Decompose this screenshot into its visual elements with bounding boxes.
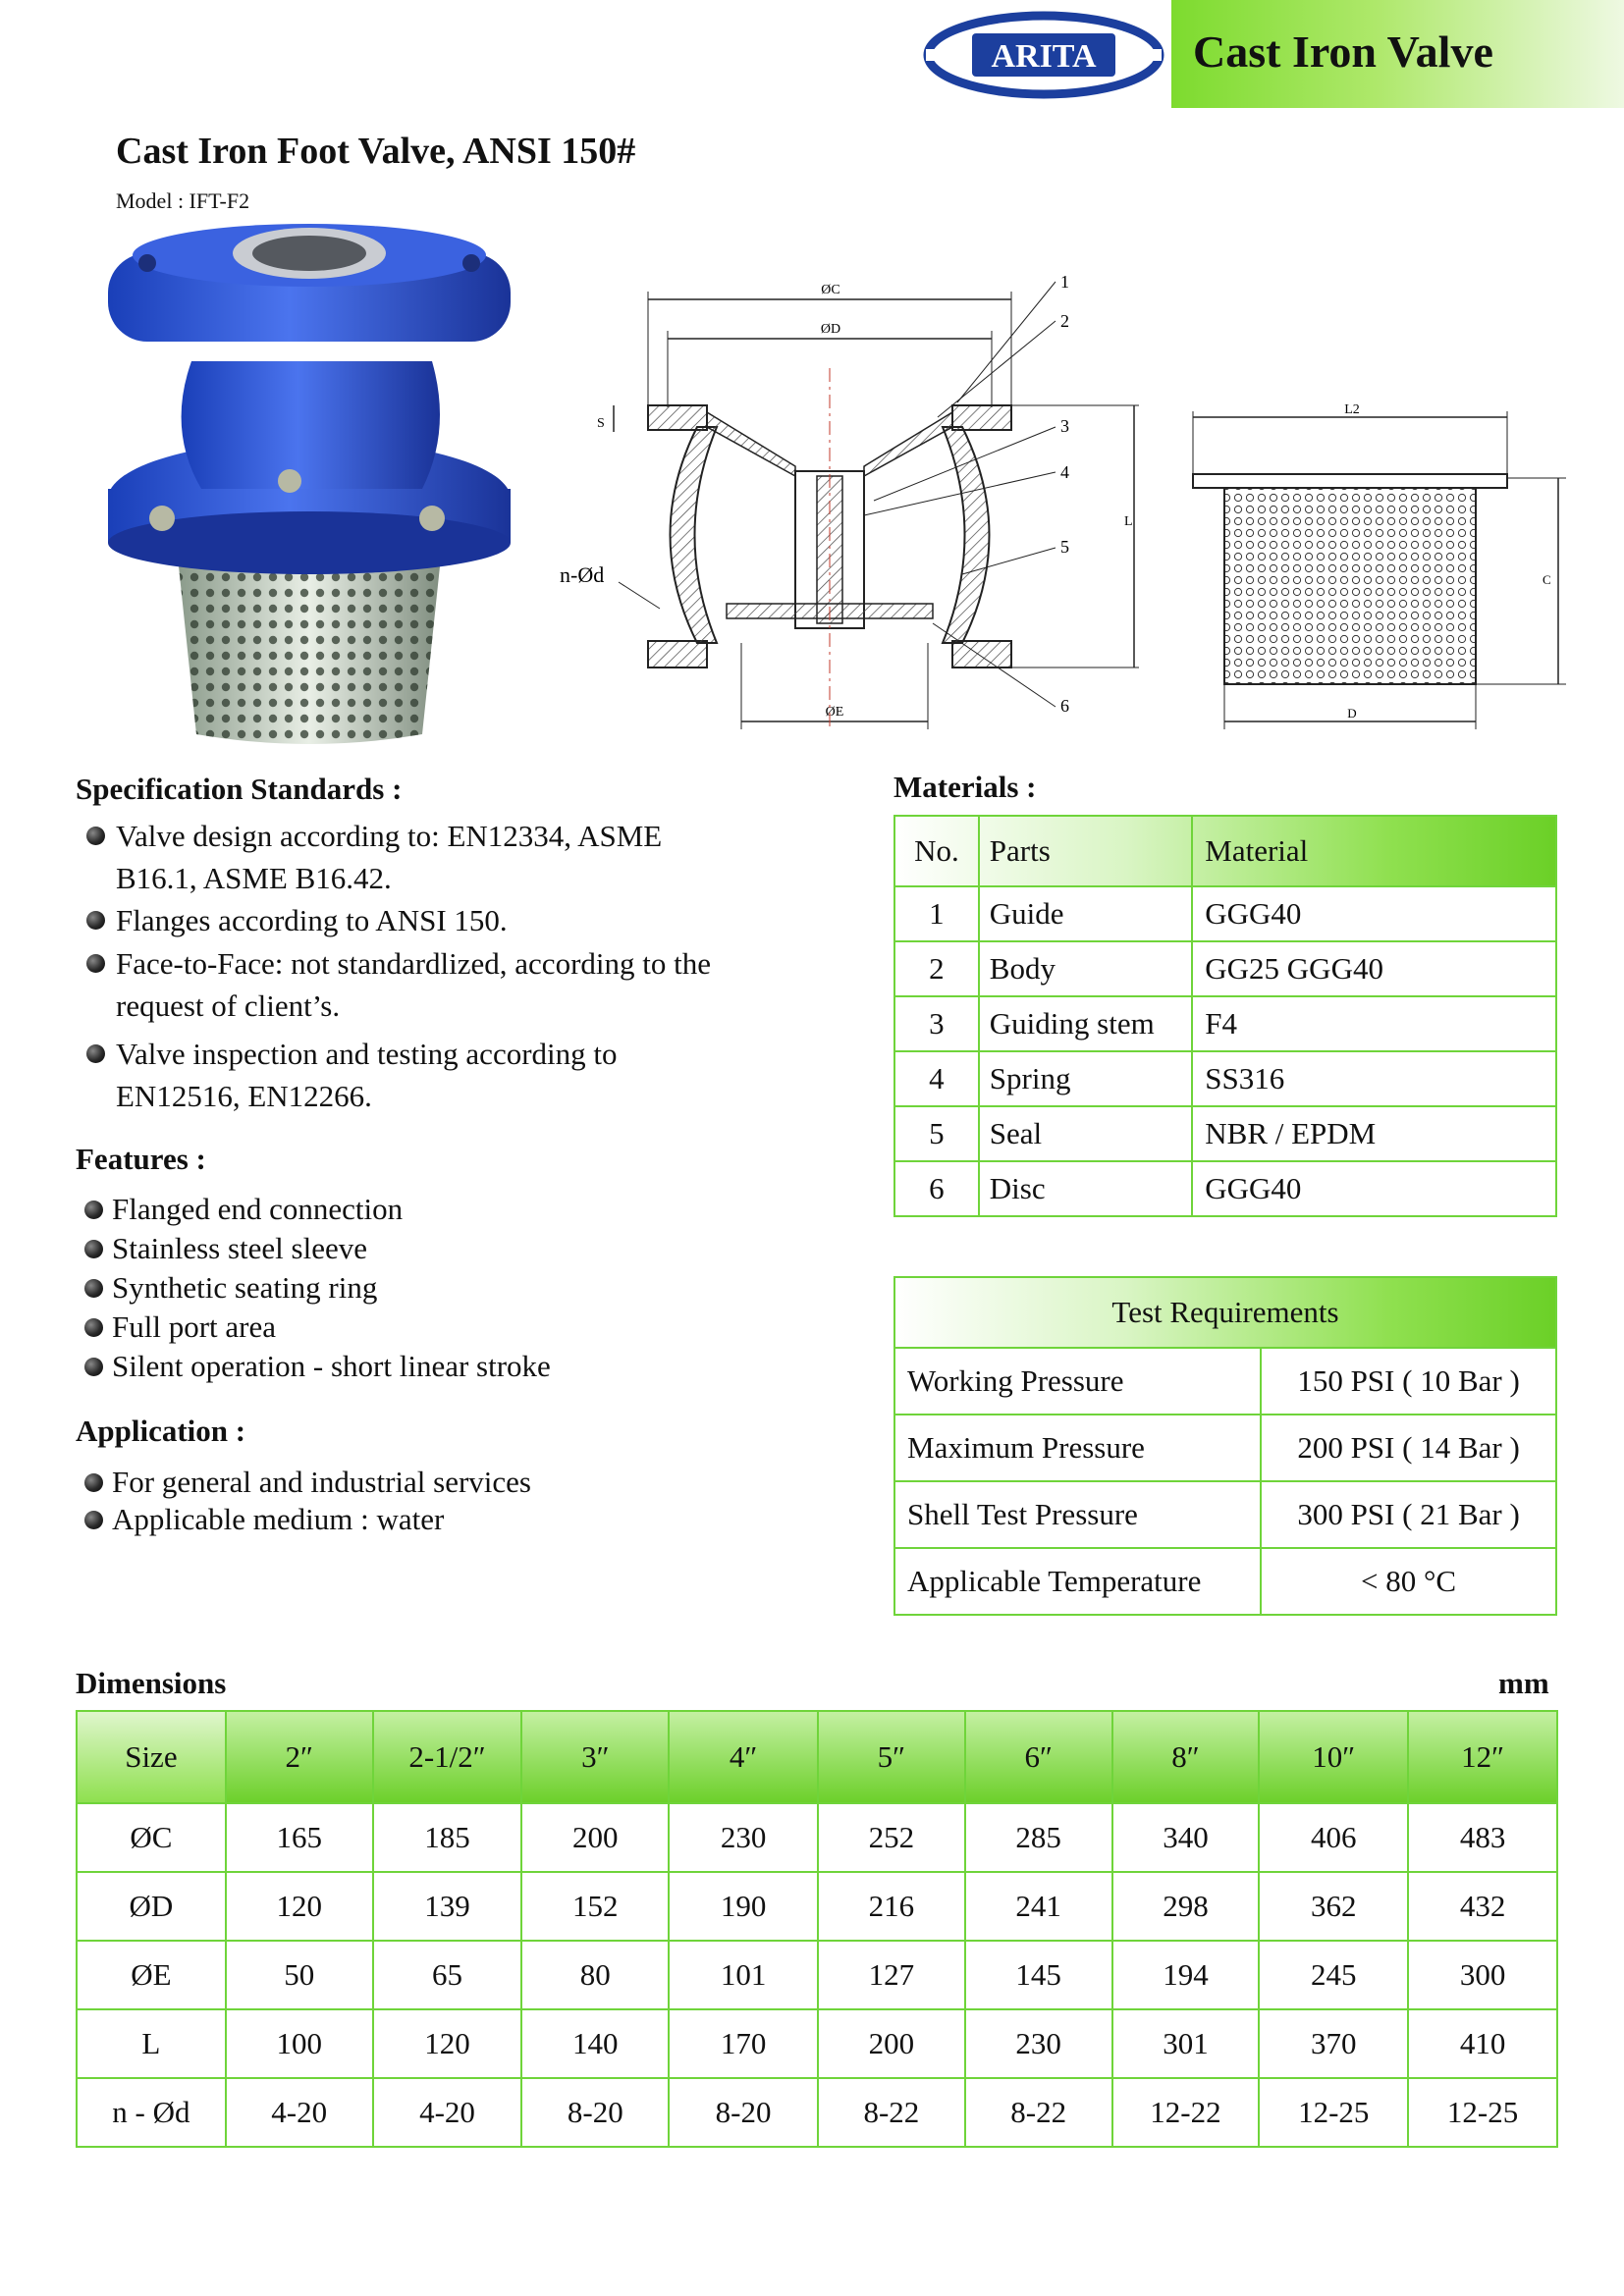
feature-item: Full port area — [79, 1308, 276, 1347]
cell-material: GGG40 — [1192, 886, 1556, 941]
dimensions-unit: mm — [1498, 1666, 1549, 1700]
test-value: 300 PSI ( 21 Bar ) — [1261, 1481, 1556, 1548]
logo-text: ARITA — [991, 38, 1097, 75]
bullet-icon — [84, 1511, 103, 1529]
product-title: Cast Iron Foot Valve, ANSI 150# — [116, 131, 636, 172]
cell-part: Disc — [979, 1161, 1192, 1216]
table-cell: 145 — [965, 1941, 1112, 2009]
row-label: ØD — [77, 1872, 226, 1941]
bullet-icon — [84, 1240, 103, 1258]
table-cell: 300 — [1408, 1941, 1557, 2009]
col-header-size: Size — [77, 1711, 226, 1803]
test-value: 200 PSI ( 14 Bar ) — [1261, 1415, 1556, 1481]
cell-part: Seal — [979, 1106, 1192, 1161]
table-cell: 483 — [1408, 1803, 1557, 1872]
strainer-drawing — [1173, 398, 1586, 736]
dim-label-s: S — [597, 416, 605, 431]
table-cell: 127 — [818, 1941, 965, 2009]
bullet-icon — [86, 827, 105, 845]
test-heading: Test Requirements — [894, 1277, 1556, 1348]
strainer-label-l2: L2 — [1344, 402, 1360, 417]
materials-heading: Materials : — [893, 770, 1037, 804]
table-row — [894, 886, 1556, 941]
cell-material: GG25 GGG40 — [1192, 941, 1556, 996]
dim-label-nd: n-Ød — [560, 562, 605, 587]
test-requirements-table — [893, 1276, 1557, 1616]
dimensions-table — [76, 1710, 1558, 2148]
col-header-size-value: 8″ — [1112, 1711, 1260, 1803]
cell-no: 5 — [894, 1106, 979, 1161]
callout-1: 1 — [1060, 272, 1069, 292]
table-cell: 152 — [521, 1872, 669, 1941]
col-header-size-value: 6″ — [965, 1711, 1112, 1803]
table-cell: 185 — [373, 1803, 522, 1872]
table-cell: 140 — [521, 2009, 669, 2078]
table-row — [894, 1481, 1556, 1548]
application-heading: Application : — [76, 1414, 246, 1448]
dim-label-c: ØC — [821, 283, 840, 297]
cell-part: Spring — [979, 1051, 1192, 1106]
spec-heading: Specification Standards : — [76, 772, 403, 806]
cell-material: GGG40 — [1192, 1161, 1556, 1216]
table-cell: 8-22 — [818, 2078, 965, 2147]
feature-item: Flanged end connection — [79, 1190, 403, 1229]
table-cell: 252 — [818, 1803, 965, 1872]
row-label: ØE — [77, 1941, 226, 2009]
table-cell: 4-20 — [373, 2078, 522, 2147]
table-cell: 298 — [1112, 1872, 1260, 1941]
cell-no: 1 — [894, 886, 979, 941]
spec-item: Valve design according to: EN12334, ASME B16.1, ASME B16.42. — [79, 815, 744, 899]
test-label: Shell Test Pressure — [894, 1481, 1261, 1548]
table-cell: 139 — [373, 1872, 522, 1941]
callout-3: 3 — [1060, 416, 1069, 436]
test-label: Maximum Pressure — [894, 1415, 1261, 1481]
table-cell: 216 — [818, 1872, 965, 1941]
table-row — [894, 996, 1556, 1051]
col-header-size-value: 5″ — [818, 1711, 965, 1803]
strainer-label-c: C — [1543, 572, 1551, 587]
table-row — [894, 1106, 1556, 1161]
row-label: L — [77, 2009, 226, 2078]
cell-part: Body — [979, 941, 1192, 996]
table-cell: 65 — [373, 1941, 522, 2009]
table-cell: 362 — [1259, 1872, 1408, 1941]
bullet-icon — [84, 1279, 103, 1298]
materials-header-row — [894, 816, 1556, 886]
cell-part: Guiding stem — [979, 996, 1192, 1051]
table-cell: 12-25 — [1408, 2078, 1557, 2147]
table-cell: 165 — [226, 1803, 373, 1872]
test-label: Applicable Temperature — [894, 1548, 1261, 1615]
table-cell: 285 — [965, 1803, 1112, 1872]
col-header-parts: Parts — [979, 816, 1192, 886]
application-item: Applicable medium : water — [79, 1500, 444, 1539]
callout-4: 4 — [1060, 462, 1069, 482]
table-row — [894, 941, 1556, 996]
table-cell: 80 — [521, 1941, 669, 2009]
application-item: For general and industrial services — [79, 1463, 531, 1502]
bullet-icon — [86, 954, 105, 973]
table-cell: 190 — [669, 1872, 818, 1941]
table-row — [77, 1941, 1557, 2009]
model-number: Model : IFT-F2 — [116, 188, 250, 213]
table-cell: 194 — [1112, 1941, 1260, 2009]
cell-no: 2 — [894, 941, 979, 996]
table-cell: 432 — [1408, 1872, 1557, 1941]
cell-no: 6 — [894, 1161, 979, 1216]
spec-item: Face-to-Face: not standardlized, according to the request of client’s. — [79, 942, 744, 1027]
table-cell: 170 — [669, 2009, 818, 2078]
row-label: n - Ød — [77, 2078, 226, 2147]
bullet-icon — [84, 1318, 103, 1337]
spec-item: Valve inspection and testing according to EN12516, EN12266. — [79, 1033, 744, 1117]
bullet-icon — [84, 1201, 103, 1219]
dimensions-heading: Dimensions — [76, 1666, 227, 1700]
spec-item: Flanges according to ANSI 150. — [79, 899, 744, 941]
col-header-size-value: 10″ — [1259, 1711, 1408, 1803]
table-cell: 50 — [226, 1941, 373, 2009]
table-cell: 12-25 — [1259, 2078, 1408, 2147]
section-drawing — [550, 270, 1139, 731]
materials-table — [893, 815, 1557, 1217]
table-row — [77, 1872, 1557, 1941]
test-label: Working Pressure — [894, 1348, 1261, 1415]
dim-label-e: ØE — [825, 705, 844, 720]
table-cell: 340 — [1112, 1803, 1260, 1872]
table-cell: 200 — [521, 1803, 669, 1872]
bullet-icon — [84, 1358, 103, 1376]
table-cell: 101 — [669, 1941, 818, 2009]
feature-item: Silent operation - short linear stroke — [79, 1347, 551, 1386]
table-cell: 301 — [1112, 2009, 1260, 2078]
table-row — [77, 2078, 1557, 2147]
bullet-icon — [86, 911, 105, 930]
bullet-icon — [84, 1473, 103, 1492]
feature-item: Stainless steel sleeve — [79, 1229, 367, 1268]
cell-no: 4 — [894, 1051, 979, 1106]
features-heading: Features : — [76, 1142, 206, 1176]
table-cell: 8-22 — [965, 2078, 1112, 2147]
bullet-icon — [86, 1044, 105, 1063]
callout-2: 2 — [1060, 311, 1069, 331]
table-cell: 241 — [965, 1872, 1112, 1941]
table-cell: 370 — [1259, 2009, 1408, 2078]
table-cell: 120 — [373, 2009, 522, 2078]
table-cell: 406 — [1259, 1803, 1408, 1872]
col-header-size-value: 2″ — [226, 1711, 373, 1803]
col-header-material: Material — [1192, 816, 1556, 886]
table-cell: 8-20 — [521, 2078, 669, 2147]
cell-part: Guide — [979, 886, 1192, 941]
cell-material: F4 — [1192, 996, 1556, 1051]
col-header-size-value: 3″ — [521, 1711, 669, 1803]
table-row — [894, 1161, 1556, 1216]
table-row — [894, 1348, 1556, 1415]
table-row — [894, 1415, 1556, 1481]
table-cell: 200 — [818, 2009, 965, 2078]
table-cell: 245 — [1259, 1941, 1408, 2009]
feature-item: Synthetic seating ring — [79, 1268, 377, 1308]
cell-no: 3 — [894, 996, 979, 1051]
table-row — [894, 1548, 1556, 1615]
test-value: < 80 °C — [1261, 1548, 1556, 1615]
table-row — [77, 2009, 1557, 2078]
table-row — [77, 1803, 1557, 1872]
arita-logo — [921, 6, 1166, 104]
dim-label-l: L — [1124, 514, 1133, 529]
dimensions-header-row — [77, 1711, 1557, 1803]
callout-6: 6 — [1060, 696, 1069, 716]
table-cell: 230 — [669, 1803, 818, 1872]
col-header-size-value: 4″ — [669, 1711, 818, 1803]
table-cell: 8-20 — [669, 2078, 818, 2147]
cell-material: SS316 — [1192, 1051, 1556, 1106]
cell-material: NBR / EPDM — [1192, 1106, 1556, 1161]
table-cell: 230 — [965, 2009, 1112, 2078]
row-label: ØC — [77, 1803, 226, 1872]
col-header-size-value: 12″ — [1408, 1711, 1557, 1803]
table-cell: 410 — [1408, 2009, 1557, 2078]
table-cell: 120 — [226, 1872, 373, 1941]
table-row — [894, 1051, 1556, 1106]
test-value: 150 PSI ( 10 Bar ) — [1261, 1348, 1556, 1415]
col-header-no: No. — [894, 816, 979, 886]
strainer-label-d: D — [1347, 706, 1357, 721]
callout-5: 5 — [1060, 537, 1069, 557]
table-cell: 12-22 — [1112, 2078, 1260, 2147]
col-header-size-value: 2-1/2″ — [373, 1711, 522, 1803]
test-header-row — [894, 1277, 1556, 1348]
table-cell: 100 — [226, 2009, 373, 2078]
dim-label-d: ØD — [820, 322, 841, 337]
category-title: Cast Iron Valve — [1193, 27, 1493, 77]
table-cell: 4-20 — [226, 2078, 373, 2147]
product-photo — [108, 224, 520, 754]
